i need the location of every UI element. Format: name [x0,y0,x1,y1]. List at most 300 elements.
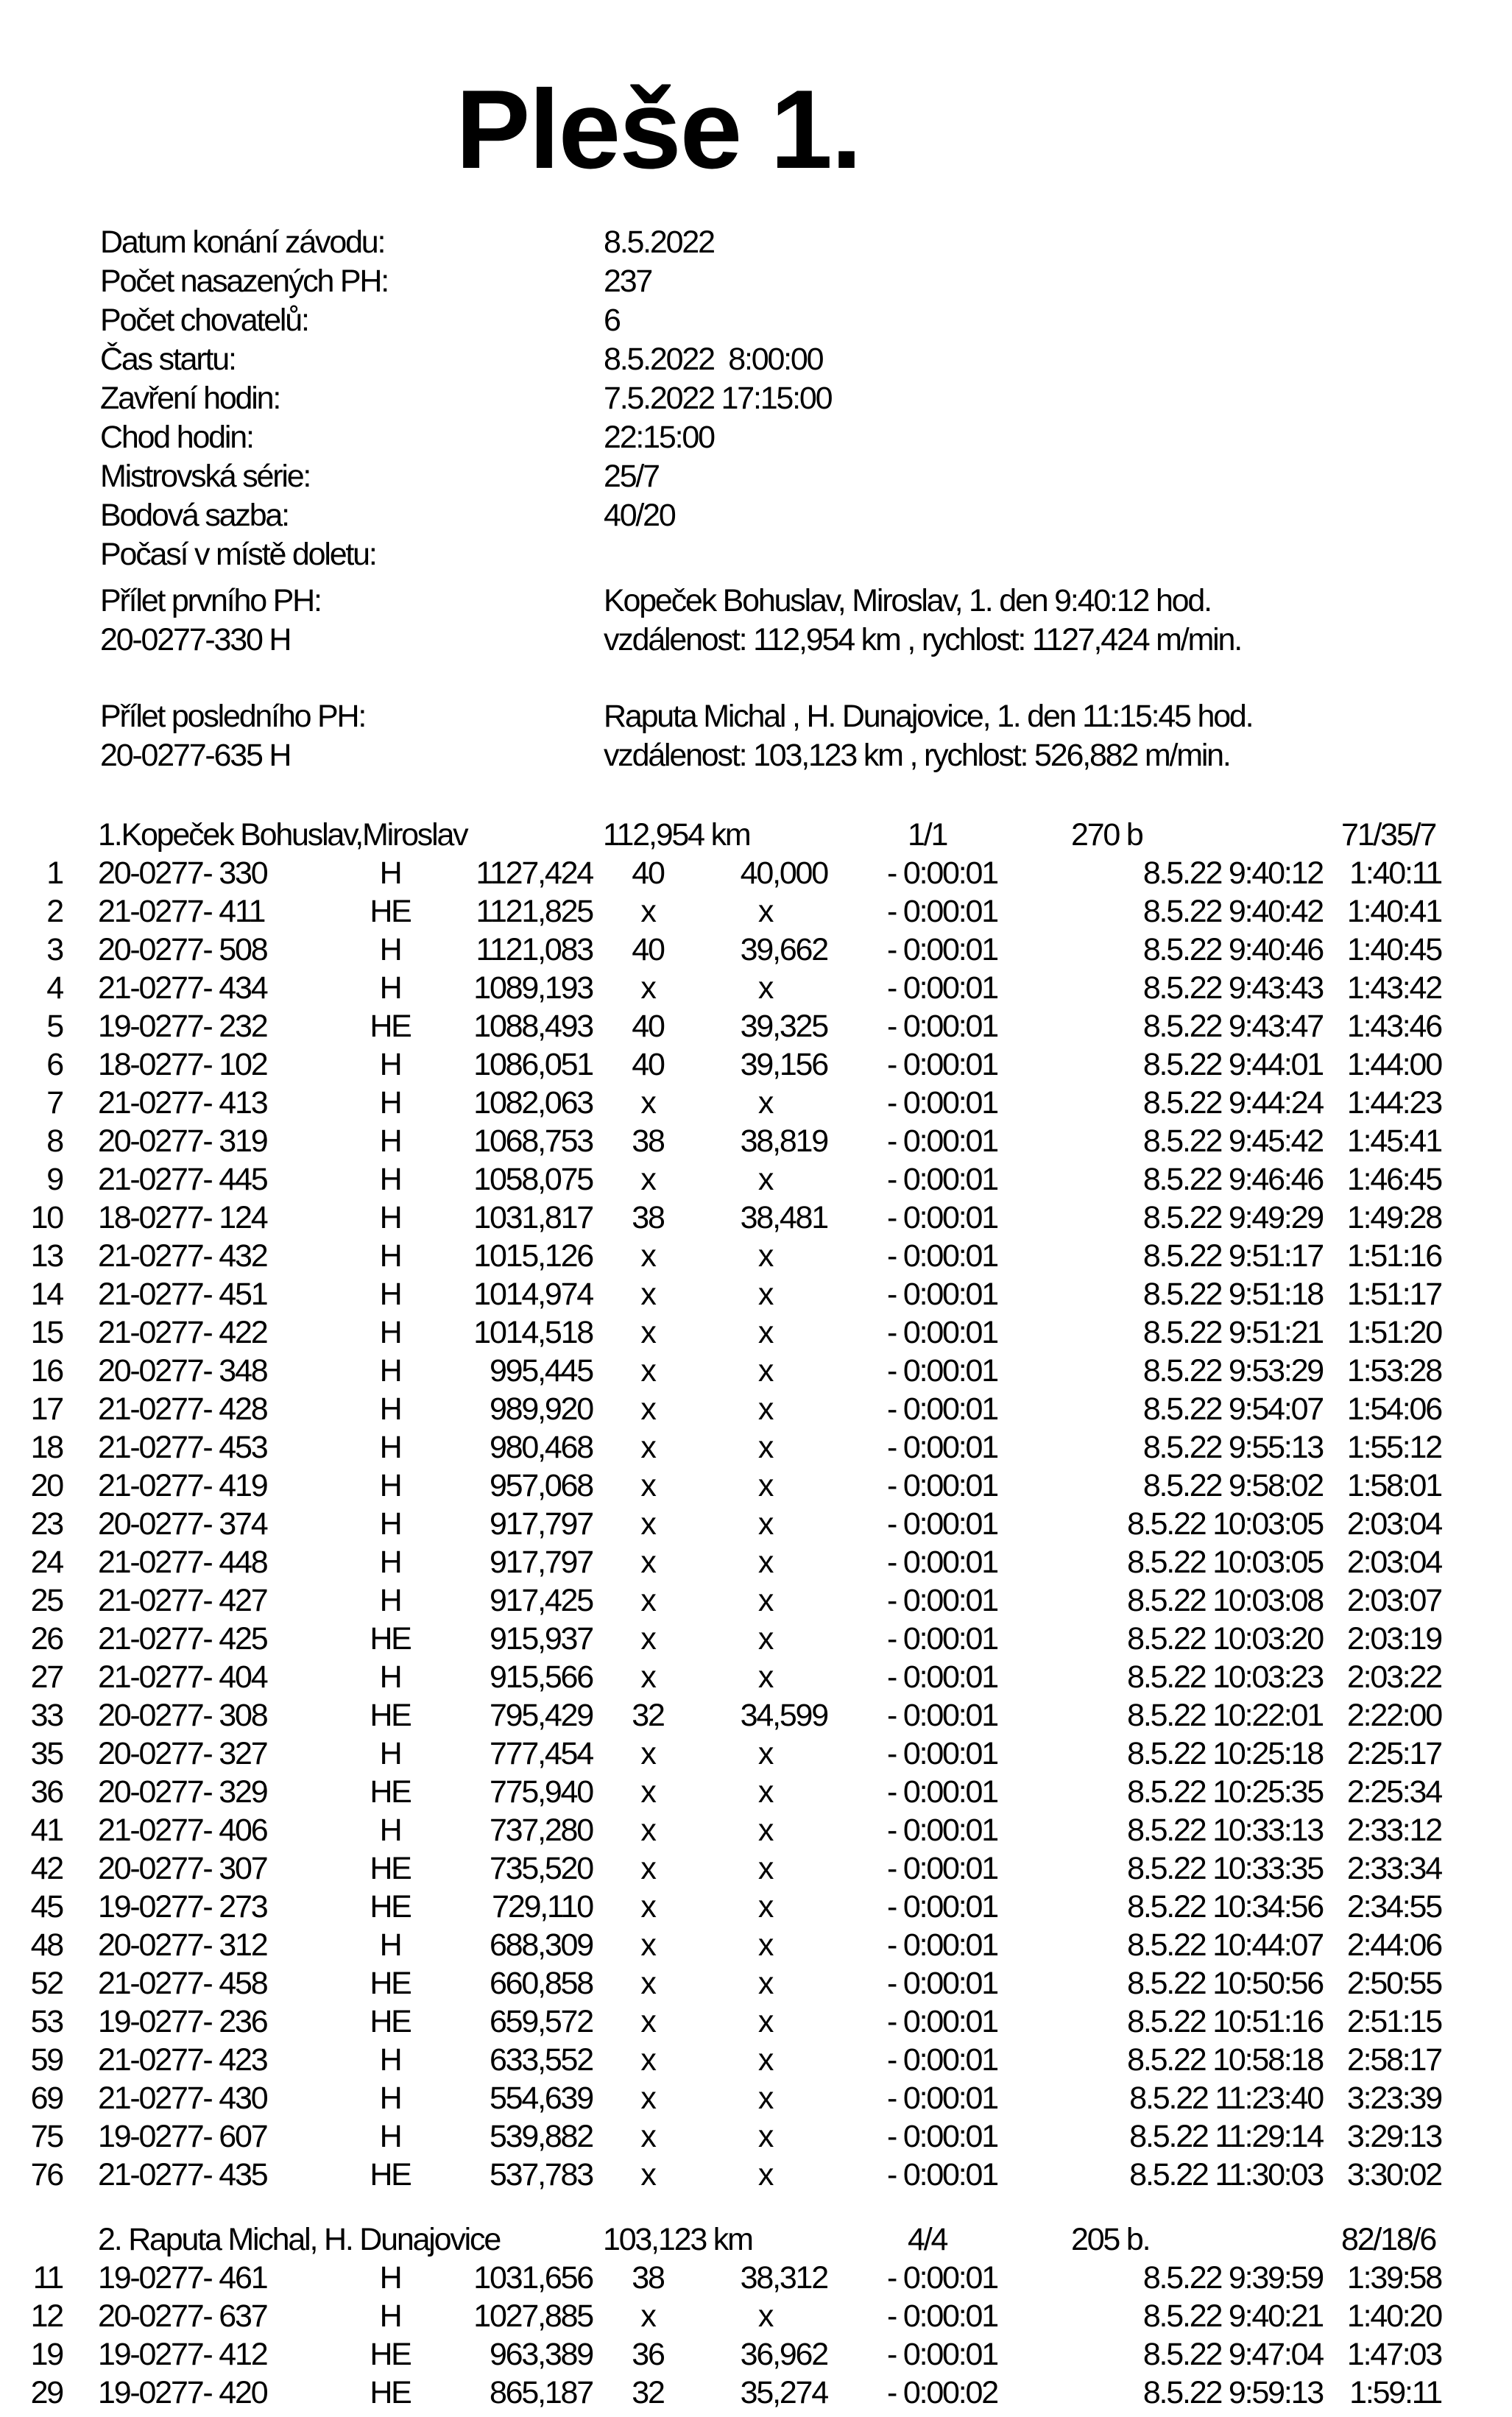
cell-rank: 24 [30,1545,63,1580]
cell-rank: 8 [46,1123,63,1159]
cell-flight-time: 1:46:45 [1346,1162,1441,1197]
arrival-first-detail2: vzdálenost: 112,954 km , rychlost: 1127,424 m/min. [604,622,1241,657]
cell-points: x [640,1583,655,1618]
cell-points: x [640,2119,655,2154]
cell-ring: 21-0277- 411 [98,894,265,929]
cell-coefficient: x [757,1889,773,1924]
result-row [0,1658,1512,1696]
cell-datetime: 8.5.22 9:46:46 [1142,1162,1323,1197]
cell-points: x [640,1621,655,1656]
cell-flight-time: 3:29:13 [1346,2119,1441,2154]
cell-datetime: 8.5.22 9:47:04 [1142,2337,1323,2372]
result-row [0,1045,1512,1084]
cell-datetime: 8.5.22 9:55:13 [1142,1430,1323,1465]
arrival-first-section [0,582,1512,660]
cell-coefficient: x [757,2298,773,2334]
cell-datetime: 8.5.22 9:49:29 [1142,1200,1323,1235]
cell-coefficient: 34,599 [740,1698,827,1733]
cell-rank: 59 [30,2042,63,2078]
cell-coefficient: x [757,2157,773,2192]
cell-rank: 26 [30,1621,63,1656]
cell-rank: 29 [30,2375,63,2410]
result-row [0,1313,1512,1352]
cell-points: x [640,1506,655,1542]
cell-speed: 917,797 [489,1506,593,1542]
cell-speed: 989,920 [489,1391,593,1427]
arrival-first-ring: 20-0277-330 H [100,622,291,657]
result-row [0,1160,1512,1199]
cell-coefficient: x [757,1545,773,1580]
cell-sex: H [379,1583,401,1618]
cell-points: 40 [632,932,664,967]
cell-rank: 16 [30,1353,63,1389]
cell-flight-time: 1:51:16 [1346,1238,1441,1274]
cell-datetime: 8.5.22 10:03:05 [1127,1506,1323,1542]
cell-delay: - 0:00:01 [887,970,997,1006]
group-distance: 112,954 km [603,817,750,853]
cell-datetime: 8.5.22 10:51:16 [1127,2004,1323,2039]
cell-sex: H [379,970,401,1006]
cell-datetime: 8.5.22 10:25:35 [1127,1774,1323,1810]
cell-points: x [640,1966,655,2001]
group-series: 82/18/6 [1341,2222,1436,2257]
cell-datetime: 8.5.22 10:33:35 [1127,1851,1323,1886]
cell-datetime: 8.5.22 9:39:59 [1142,2260,1323,2296]
cell-points: x [640,2004,655,2039]
cell-datetime: 8.5.22 10:03:08 [1127,1583,1323,1618]
cell-datetime: 8.5.22 10:44:07 [1127,1927,1323,1963]
cell-rank: 69 [30,2081,63,2116]
meta-row [0,457,1512,496]
cell-speed: 554,639 [489,2081,593,2116]
cell-points: 40 [632,855,664,891]
cell-delay: - 0:00:01 [887,1315,997,1350]
cell-coefficient: x [757,1353,773,1389]
meta-label: Počasí v místě doletu: [100,537,376,572]
result-row [0,1849,1512,1888]
arrival-last-line2 [0,736,1512,775]
arrival-last-detail1: Raputa Michal , H. Dunajovice, 1. den 11:15:45 hod. [604,699,1253,734]
meta-value: 7.5.2022 17:15:00 [604,381,832,416]
arrival-first-label: Přílet prvního PH: [100,583,321,618]
cell-rank: 41 [30,1813,63,1848]
cell-flight-time: 2:33:12 [1346,1813,1441,1848]
cell-rank: 19 [30,2337,63,2372]
cell-coefficient: x [757,1851,773,1886]
cell-sex: H [379,1047,401,1082]
result-row [0,1467,1512,1505]
cell-speed: 915,566 [489,1659,593,1695]
cell-ring: 21-0277- 413 [98,1085,267,1121]
cell-flight-time: 2:03:04 [1346,1545,1441,1580]
meta-label: Bodová sazba: [100,498,289,533]
cell-flight-time: 1:47:03 [1346,2337,1441,2372]
cell-ring: 19-0277- 236 [98,2004,267,2039]
cell-ring: 21-0277- 425 [98,1621,267,1656]
meta-row [0,418,1512,457]
result-row [0,2079,1512,2117]
cell-sex: HE [370,2375,411,2410]
cell-speed: 1027,885 [473,2298,593,2334]
cell-delay: - 0:00:01 [887,1927,997,1963]
cell-delay: - 0:00:01 [887,1506,997,1542]
meta-label: Mistrovská série: [100,459,311,494]
arrival-last-label: Přílet posledního PH: [100,699,366,734]
cell-datetime: 8.5.22 11:29:14 [1129,2119,1323,2154]
cell-points: 40 [632,1009,664,1044]
cell-delay: - 0:00:01 [887,1277,997,1312]
cell-rank: 9 [46,1162,63,1197]
cell-speed: 1082,063 [473,1085,593,1121]
cell-datetime: 8.5.22 10:33:13 [1127,1813,1323,1848]
cell-speed: 633,552 [489,2042,593,2078]
cell-delay: - 0:00:01 [887,2119,997,2154]
result-row [0,2335,1512,2374]
cell-points: x [640,2081,655,2116]
cell-sex: H [379,1545,401,1580]
meta-value: 8.5.2022 8:00:00 [604,342,823,377]
cell-flight-time: 2:03:04 [1346,1506,1441,1542]
cell-flight-time: 1:59:11 [1349,2375,1441,2410]
cell-delay: - 0:00:01 [887,1851,997,1886]
cell-ring: 20-0277- 330 [98,855,267,891]
cell-ring: 20-0277- 307 [98,1851,267,1886]
group-distance: 103,123 km [603,2222,752,2257]
meta-value: 8.5.2022 [604,225,714,260]
cell-datetime: 8.5.22 9:44:24 [1142,1085,1323,1121]
cell-points: x [640,1889,655,1924]
group-name: 2. Raputa Michal, H. Dunajovice [98,2222,501,2257]
result-row [0,1428,1512,1467]
cell-speed: 539,882 [489,2119,593,2154]
cell-points: x [640,1238,655,1274]
cell-coefficient: 38,481 [740,1200,827,1235]
cell-speed: 737,280 [489,1813,593,1848]
result-row [0,1620,1512,1658]
cell-coefficient: 38,819 [740,1123,827,1159]
cell-sex: HE [370,1698,411,1733]
cell-delay: - 0:00:01 [887,1813,997,1848]
cell-flight-time: 1:45:41 [1346,1123,1441,1159]
cell-datetime: 8.5.22 9:40:46 [1142,932,1323,967]
cell-coefficient: 38,312 [740,2260,827,2296]
cell-coefficient: 40,000 [740,855,827,891]
cell-ring: 20-0277- 312 [98,1927,267,1963]
cell-rank: 18 [30,1430,63,1465]
cell-delay: - 0:00:01 [887,1123,997,1159]
cell-speed: 537,783 [489,2157,593,2192]
result-row [0,2259,1512,2297]
results-group [0,2220,1512,2412]
cell-ring: 19-0277- 420 [98,2375,267,2410]
cell-sex: H [379,2260,401,2296]
cell-ring: 21-0277- 423 [98,2042,267,2078]
cell-datetime: 8.5.22 9:51:17 [1142,1238,1323,1274]
cell-flight-time: 3:23:39 [1346,2081,1441,2116]
cell-coefficient: 39,156 [740,1047,827,1082]
cell-coefficient: x [757,2119,773,2154]
group-name: 1.Kopeček Bohuslav,Miroslav [98,817,467,853]
cell-sex: H [379,1315,401,1350]
meta-row [0,535,1512,574]
arrival-first-detail1: Kopeček Bohuslav, Miroslav, 1. den 9:40:12 hod. [604,583,1211,618]
cell-flight-time: 2:25:17 [1346,1736,1441,1771]
cell-delay: - 0:00:01 [887,1430,997,1465]
cell-sex: H [379,1238,401,1274]
cell-points: x [640,2298,655,2334]
cell-coefficient: x [757,2081,773,2116]
cell-delay: - 0:00:01 [887,1468,997,1503]
cell-coefficient: x [757,970,773,1006]
cell-speed: 963,389 [489,2337,593,2372]
cell-points: x [640,1545,655,1580]
cell-coefficient: x [757,1659,773,1695]
cell-datetime: 8.5.22 11:23:40 [1129,2081,1323,2116]
cell-sex: H [379,932,401,967]
cell-coefficient: x [757,1966,773,2001]
cell-flight-time: 1:49:28 [1346,1200,1441,1235]
cell-flight-time: 1:53:28 [1346,1353,1441,1389]
cell-delay: - 0:00:01 [887,855,997,891]
cell-rank: 53 [30,2004,63,2039]
result-row [0,931,1512,969]
cell-rank: 6 [46,1047,63,1082]
cell-ring: 21-0277- 430 [98,2081,267,2116]
cell-points: x [640,1430,655,1465]
meta-value: 6 [604,303,620,338]
meta-section [0,223,1512,574]
result-row [0,2003,1512,2041]
cell-ring: 21-0277- 422 [98,1315,267,1350]
cell-coefficient: x [757,1315,773,1350]
cell-ring: 20-0277- 637 [98,2298,267,2334]
cell-speed: 1086,051 [473,1047,593,1082]
cell-flight-time: 2:44:06 [1346,1927,1441,1963]
cell-delay: - 0:00:01 [887,1966,997,2001]
cell-ring: 20-0277- 308 [98,1698,267,1733]
result-row [0,1275,1512,1313]
cell-rank: 7 [46,1085,63,1121]
cell-coefficient: 39,662 [740,932,827,967]
cell-flight-time: 1:55:12 [1346,1430,1441,1465]
cell-flight-time: 2:50:55 [1346,1966,1441,2001]
cell-ring: 18-0277- 124 [98,1200,267,1235]
result-row [0,1352,1512,1390]
cell-ring: 21-0277- 406 [98,1813,267,1848]
cell-sex: HE [370,894,411,929]
cell-rank: 1 [46,855,63,891]
cell-ring: 19-0277- 412 [98,2337,267,2372]
cell-rank: 17 [30,1391,63,1427]
cell-points: x [640,1315,655,1350]
cell-datetime: 8.5.22 10:03:23 [1127,1659,1323,1695]
cell-ring: 19-0277- 273 [98,1889,267,1924]
cell-delay: - 0:00:01 [887,1162,997,1197]
cell-flight-time: 1:40:45 [1346,932,1441,967]
result-row [0,1964,1512,2003]
cell-flight-time: 1:44:00 [1346,1047,1441,1082]
cell-flight-time: 2:22:00 [1346,1698,1441,1733]
cell-speed: 1031,656 [473,2260,593,2296]
result-row [0,1735,1512,1773]
result-row [0,1122,1512,1160]
cell-datetime: 8.5.22 9:40:12 [1142,855,1323,891]
meta-row [0,340,1512,379]
arrival-first-line2 [0,621,1512,660]
cell-sex: HE [370,1774,411,1810]
cell-flight-time: 2:33:34 [1346,1851,1441,1886]
cell-flight-time: 1:39:58 [1346,2260,1441,2296]
meta-row [0,262,1512,301]
cell-sex: HE [370,2337,411,2372]
cell-flight-time: 3:30:02 [1346,2157,1441,2192]
cell-rank: 76 [30,2157,63,2192]
cell-datetime: 8.5.22 10:25:18 [1127,1736,1323,1771]
cell-delay: - 0:00:01 [887,1545,997,1580]
cell-rank: 12 [30,2298,63,2334]
cell-datetime: 8.5.22 9:40:42 [1142,894,1323,929]
cell-sex: H [379,1200,401,1235]
result-row [0,2117,1512,2156]
cell-datetime: 8.5.22 10:58:18 [1127,2042,1323,2078]
cell-rank: 23 [30,1506,63,1542]
cell-points: x [640,1927,655,1963]
cell-delay: - 0:00:01 [887,894,997,929]
cell-datetime: 8.5.22 9:59:13 [1142,2375,1323,2410]
cell-speed: 1121,083 [476,932,593,967]
cell-speed: 1127,424 [476,855,593,891]
cell-sex: H [379,1085,401,1121]
cell-sex: H [379,1123,401,1159]
cell-ring: 21-0277- 434 [98,970,267,1006]
cell-speed: 775,940 [489,1774,593,1810]
cell-rank: 14 [30,1277,63,1312]
cell-speed: 1014,518 [473,1315,593,1350]
cell-delay: - 0:00:01 [887,1238,997,1274]
result-row [0,1505,1512,1543]
cell-speed: 729,110 [492,1889,593,1924]
cell-coefficient: x [757,1506,773,1542]
cell-delay: - 0:00:01 [887,2337,997,2372]
meta-value [604,535,1512,574]
cell-points: 36 [632,2337,664,2372]
cell-ring: 19-0277- 607 [98,2119,267,2154]
cell-rank: 13 [30,1238,63,1274]
cell-points: x [640,1659,655,1695]
cell-datetime: 8.5.22 9:54:07 [1142,1391,1323,1427]
cell-ring: 21-0277- 445 [98,1162,267,1197]
cell-sex: HE [370,2157,411,2192]
meta-row [0,301,1512,340]
meta-label: Počet chovatelů: [100,303,308,338]
cell-rank: 52 [30,1966,63,2001]
cell-ring: 21-0277- 448 [98,1545,267,1580]
cell-rank: 25 [30,1583,63,1618]
cell-speed: 795,429 [489,1698,593,1733]
cell-datetime: 8.5.22 9:51:21 [1142,1315,1323,1350]
cell-speed: 915,937 [489,1621,593,1656]
cell-coefficient: x [757,1430,773,1465]
cell-delay: - 0:00:01 [887,1583,997,1618]
cell-speed: 660,858 [489,1966,593,2001]
cell-ring: 21-0277- 427 [98,1583,267,1618]
cell-delay: - 0:00:01 [887,1085,997,1121]
cell-sex: HE [370,2004,411,2039]
cell-sex: H [379,2042,401,2078]
cell-ring: 19-0277- 232 [98,1009,267,1044]
cell-points: x [640,894,655,929]
cell-sex: HE [370,1966,411,2001]
cell-delay: - 0:00:01 [887,2260,997,2296]
group-header [0,816,1512,854]
cell-speed: 957,068 [489,1468,593,1503]
cell-datetime: 8.5.22 10:34:56 [1127,1889,1323,1924]
cell-points: 38 [632,1123,664,1159]
cell-datetime: 8.5.22 11:30:03 [1129,2157,1323,2192]
result-row [0,1543,1512,1581]
cell-points: x [640,1353,655,1389]
group-series: 71/35/7 [1341,817,1436,853]
cell-coefficient: x [757,1391,773,1427]
group-fraction: 4/4 [908,2222,947,2257]
cell-delay: - 0:00:01 [887,2157,997,2192]
cell-speed: 917,425 [489,1583,593,1618]
cell-rank: 48 [30,1927,63,1963]
cell-sex: H [379,1927,401,1963]
cell-speed: 735,520 [489,1851,593,1886]
arrival-first-line1 [0,582,1512,621]
cell-points: x [640,1391,655,1427]
cell-flight-time: 1:40:11 [1349,855,1441,891]
cell-sex: HE [370,1621,411,1656]
cell-ring: 21-0277- 458 [98,1966,267,2001]
cell-ring: 21-0277- 404 [98,1659,267,1695]
cell-delay: - 0:00:01 [887,2042,997,2078]
result-row [0,1811,1512,1849]
cell-ring: 20-0277- 329 [98,1774,267,1810]
cell-datetime: 8.5.22 9:45:42 [1142,1123,1323,1159]
cell-points: x [640,2042,655,2078]
cell-flight-time: 2:25:34 [1346,1774,1441,1810]
cell-rank: 33 [30,1698,63,1733]
meta-label: Čas startu: [100,342,236,377]
cell-speed: 1089,193 [473,970,593,1006]
result-row [0,1237,1512,1275]
cell-coefficient: x [757,1085,773,1121]
cell-flight-time: 1:40:41 [1346,894,1441,929]
cell-points: 38 [632,2260,664,2296]
cell-coefficient: x [757,2042,773,2078]
cell-delay: - 0:00:01 [887,2004,997,2039]
cell-sex: H [379,1277,401,1312]
cell-flight-time: 2:03:19 [1346,1621,1441,1656]
cell-sex: H [379,2081,401,2116]
result-row [0,1007,1512,1045]
cell-rank: 35 [30,1736,63,1771]
cell-datetime: 8.5.22 9:44:01 [1142,1047,1323,1082]
cell-flight-time: 1:43:42 [1346,970,1441,1006]
cell-rank: 42 [30,1851,63,1886]
cell-ring: 21-0277- 419 [98,1468,267,1503]
result-row [0,2156,1512,2194]
cell-coefficient: x [757,1277,773,1312]
cell-rank: 2 [46,894,63,929]
cell-flight-time: 2:03:07 [1346,1583,1441,1618]
cell-delay: - 0:00:01 [887,1200,997,1235]
meta-value: 237 [604,264,652,299]
cell-sex: HE [370,1889,411,1924]
cell-rank: 36 [30,1774,63,1810]
